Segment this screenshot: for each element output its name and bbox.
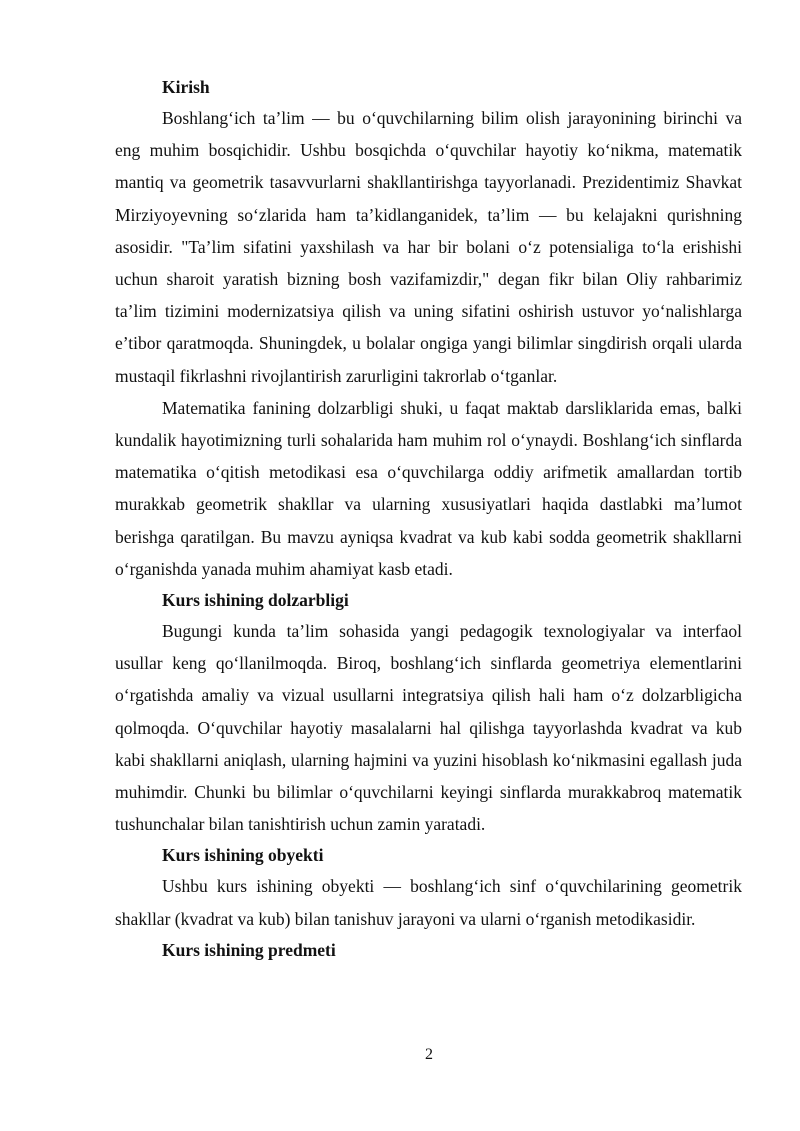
paragraph-relevance: Bugungi kunda ta’lim sohasida yangi pedagogik texnologiyalar va interfaol usullar keng qo‘llanilmoqda. Biroq, boshlang‘ich sinflarda geometriya elementlarini o‘rgatishda amaliy va vizual usullarni integratsiya qilish hali ham o‘z dolzarbligicha qolmoqda. O‘quvchilar hayotiy masalalarni hal qilishga tayyorlashda kvadrat va kub kabi shakllarni aniqlash, ularning hajmini va yuzini hisoblash ko‘nikmasini egallash juda muhimdir. Chunki bu bilimlar o‘quvchilarni keyingi sinflarda murakkabroq matematik tushunchalar bilan tanishtirish uchun zamin yaratadi. [115, 621, 742, 835]
paragraph-introduction-1: Boshlang‘ich ta’lim — bu o‘quvchilarning bilim olish jarayonining birinchi va eng muhim bosqichidir. Ushbu bosqichda o‘quvchilar hayotiy ko‘nikma, matematik mantiq va geometrik tasavvurlarni shakllantirishga tayyorlanadi. Prezidentimiz Shavkat Mirziyoyevning so‘zlarida ham ta’kidlanganidek, ta’lim — bu kelajakni qurishning asosidir. "Ta’lim sifatini yaxshilash va har bir bolani o‘z potensialiga to‘la erishishi uchun sharoit yaratish bizning bosh vazifamizdir," degan fikr bilan Oliy rahbarimiz ta’lim tizimini modernizatsiya qilish va uning sifatini oshirish ustuvor yo‘nalishlarga e’tibor qaratmoqda. Shuningdek, u bolalar ongiga yangi bilimlar singdirish orqali ularda mustaqil fikrlashni rivojlantirish zarurligini takrorlab o‘tganlar. [115, 108, 742, 386]
section-heading-subject: Kurs ishining predmeti [162, 939, 336, 960]
page-number: 2 [425, 1046, 433, 1063]
paragraph-object: Ushbu kurs ishining obyekti — boshlang‘ich sinf o‘quvchilarining geometrik shakllar (kvadrat va kub) bilan tanishuv jarayoni va ularni o‘rganish metodikasidir. [115, 876, 742, 929]
section-heading-introduction: Kirish [162, 77, 210, 97]
paragraph-introduction-2: Matematika fanining dolzarbligi shuki, u faqat maktab darsliklarida emas, balki kundalik hayotimizning turli sohalarida ham muhim rol o‘ynaydi. Boshlang‘ich sinflarda matematika o‘qitish metodikasi esa o‘quvchilarga oddiy arifmetik amallardan tortib murakkab geometrik shakllar va ularning xususiyatlari haqida dastlabki ma’lumot berishga qaratilgan. Bu mavzu ayniqsa kvadrat va kub kabi sodda geometrik shakllarni o‘rganishda yanada muhim ahamiyat kasb etadi. [115, 397, 742, 579]
section-heading-object: Kurs ishining obyekti [162, 845, 324, 866]
section-heading-relevance: Kurs ishining dolzarbligi [162, 590, 349, 611]
document-page [115, 72, 742, 965]
